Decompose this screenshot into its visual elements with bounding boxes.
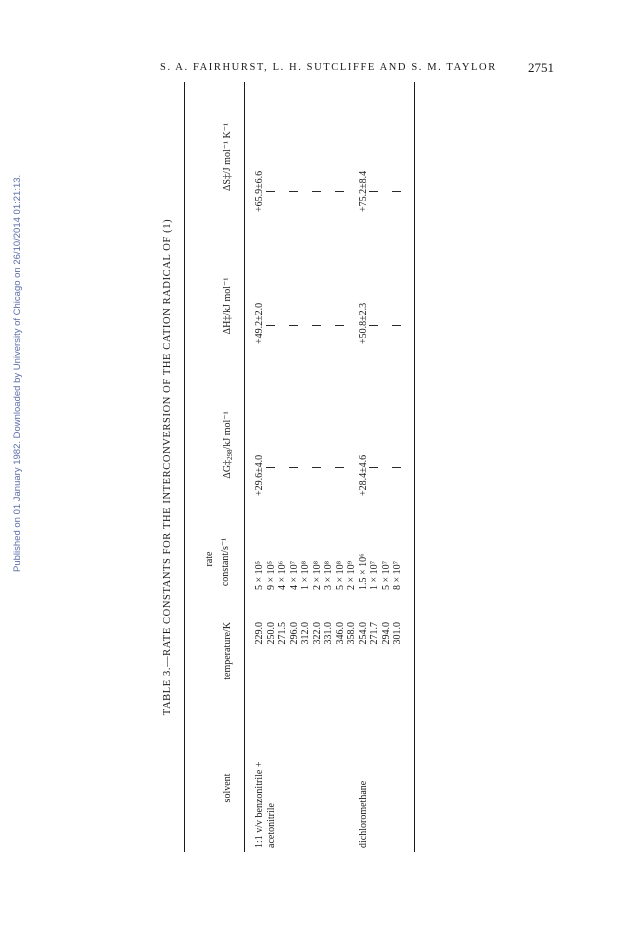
table-row [323, 82, 335, 852]
temperature-cell: 331.0 [323, 622, 334, 645]
delta-g-value: +28.4±4.6 [357, 454, 369, 496]
table-row [289, 82, 301, 852]
delta-g-unit: /kJ mol⁻¹ [222, 411, 233, 450]
table-header-rule [244, 82, 245, 852]
temperature-cell: 296.0 [288, 622, 300, 645]
ditto-mark [392, 396, 405, 496]
header-delta-s: ΔS‡/J mol⁻¹ K⁻¹ [222, 123, 233, 191]
delta-h-value: +50.8±2.3 [357, 302, 369, 344]
table-row [381, 82, 393, 852]
rate-cell: 5 × 10⁷ [380, 560, 392, 590]
temperature-cell: 322.0 [311, 622, 323, 645]
solvent-block-benzonitrile [254, 82, 358, 852]
watermark-text: Published on 01 January 1982. Downloaded by University of Chicago on 26/10/2014 01:21:13. [12, 174, 23, 572]
rate-cell: 1 × 10⁷ [369, 560, 380, 590]
delta-g-subscript: 298 [226, 449, 234, 460]
table-bottom-rule [414, 82, 415, 852]
header-rate-top: rate [204, 551, 215, 567]
table-row [358, 82, 370, 852]
rate-cell: 2 × 10⁹ [346, 560, 357, 590]
table-row [254, 82, 266, 852]
rate-cell: 4 × 10⁶ [277, 560, 288, 590]
rate-cell: 3 × 10⁸ [323, 560, 334, 590]
rate-cell: 1.5 × 10⁶ [357, 553, 369, 590]
temperature-cell: 346.0 [334, 622, 346, 645]
delta-g-symbol: ΔG‡ [222, 459, 233, 479]
rate-constants-table [184, 82, 416, 852]
table-row [266, 82, 278, 852]
rate-cell: 5 × 10⁸ [334, 560, 346, 590]
temperature-cell: 294.0 [380, 622, 392, 645]
table-row [346, 82, 358, 852]
table-row [335, 82, 347, 852]
table-caption: TABLE 3.—RATE CONSTANTS FOR THE INTERCONVERSION OF THE CATION RADICAL OF (1) [162, 218, 173, 716]
temperature-cell: 250.0 [265, 622, 277, 645]
delta-s-value: +75.2±8.4 [357, 170, 369, 212]
header-temperature: temperature/K [222, 622, 233, 680]
temperature-cell: 301.0 [392, 622, 403, 645]
delta-g-value: +29.6±4.0 [254, 454, 265, 496]
table-body [254, 82, 404, 852]
table-row [277, 82, 289, 852]
temperature-cell: 358.0 [346, 622, 357, 645]
rate-cell: 8 × 10⁷ [392, 560, 403, 590]
temperature-cell: 312.0 [300, 622, 311, 645]
temperature-cell: 254.0 [357, 622, 369, 645]
temperature-cell: 271.7 [369, 622, 380, 645]
running-head: S. A. FAIRHURST, L. H. SUTCLIFFE AND S. M. TAYLOR [160, 62, 497, 73]
rate-cell: 1 × 10⁸ [300, 560, 311, 590]
delta-h-value: +49.2±2.0 [254, 302, 265, 344]
header-delta-g [222, 390, 236, 500]
table-row [300, 82, 312, 852]
rate-cell: 5 × 10⁵ [254, 560, 265, 590]
table-top-rule [184, 82, 185, 852]
table-row [392, 82, 404, 852]
rate-cell: 4 × 10⁷ [288, 560, 300, 590]
table-row [312, 82, 324, 852]
header-solvent: solvent [222, 773, 233, 803]
header-rate-bottom: constant/s⁻¹ [220, 537, 231, 587]
rate-cell: 9 × 10⁵ [265, 560, 277, 590]
table-row [369, 82, 381, 852]
solvent-name: 1:1 v/v benzonitrile + [254, 761, 265, 848]
temperature-cell: 271.5 [277, 622, 288, 645]
ditto-mark [392, 264, 405, 344]
ditto-mark [392, 112, 405, 212]
solvent-name-cont: acetonitrile [265, 803, 277, 848]
rotated-table [160, 82, 422, 852]
temperature-cell: 229.0 [254, 622, 265, 645]
rate-cell: 2 × 10⁸ [311, 560, 323, 590]
page-number: 2751 [528, 60, 554, 75]
header-delta-h: ΔH‡/kJ mol⁻¹ [222, 277, 233, 335]
delta-s-value: +65.9±6.6 [254, 170, 265, 212]
solvent-block-dichloromethane [358, 82, 404, 852]
solvent-name: dichloromethane [357, 780, 369, 848]
